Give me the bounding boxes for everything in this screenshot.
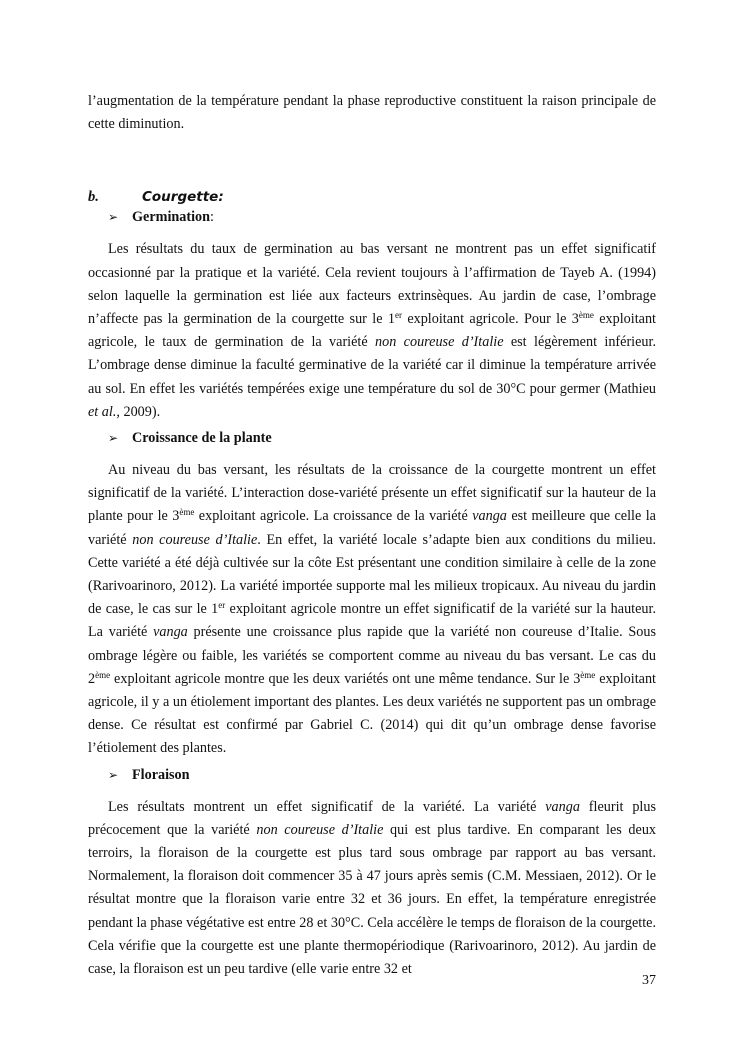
variety-name: non coureuse d’Italie	[132, 531, 258, 548]
subheading-floraison	[88, 764, 656, 787]
subheading-label: Germination	[132, 209, 211, 226]
text-run: 2009).	[119, 403, 161, 420]
superscript: er	[394, 310, 402, 321]
variety-name: non coureuse d’Italie	[256, 821, 384, 838]
variety-name: vanga	[153, 624, 188, 641]
text-run: Les résultats montrent un effet significatif de la variété. La variété	[108, 798, 546, 815]
subheading-suffix: :	[210, 209, 214, 226]
variety-name: non coureuse d’Italie	[375, 334, 504, 351]
variety-name: vanga	[545, 798, 580, 815]
subheading-croissance	[88, 427, 656, 450]
page-number: 37	[642, 973, 656, 988]
croissance-paragraph	[88, 459, 656, 761]
superscript: ème	[95, 669, 111, 680]
text-run: exploitant agricole montre un effet significatif de la variété sur la hauteur. La variété	[88, 601, 656, 641]
arrowhead-bullet-icon: ➢	[108, 210, 119, 225]
subheading-label: Floraison	[132, 766, 190, 783]
subheading-label: Croissance de la plante	[132, 430, 272, 447]
text-run: exploitant agricole, il y a un étiolement important des plantes. Les deux variétés ne supportent pas un ombrage dense. Ce résultat est confirmé par Gabriel C. (2014) qui dit qu’un ombrage dense favorise l’étiolement des plantes.	[88, 670, 656, 757]
superscript: er	[218, 600, 226, 611]
arrowhead-bullet-icon: ➢	[108, 767, 119, 782]
text-run: fleurit plus précocement que la variété	[88, 798, 656, 838]
text-run: . En effet, la variété locale s’adapte bien aux conditions du milieu. Cette variété a été déjà cultivée sur la côte Est présentant une condition similaire à celle de la zone (Rarivoarinoro, 2012). La variété importée supporte mal les milieux tropicaux. Au niveau du jardin de case, le cas sur le 1	[88, 531, 656, 618]
section-heading-courgette	[88, 188, 656, 206]
text-run: est légèrement inférieur. L’ombrage dense diminue la faculté germinative de la variété car il diminue la température arrivée au sol. En effet les variétés tempérées exige une température du sol de 30°C pour germer (Mathieu	[88, 334, 656, 397]
text-run: Au niveau du bas versant, les résultats de la croissance de la courgette montrent un effet significatif de la variété. L’interaction dose-variété présente un effet significatif sur la hauteur de la plante pour le 3	[88, 462, 656, 525]
section-title: Courgette:	[142, 189, 224, 206]
text-run: exploitant agricole, le taux de germination de la variété	[88, 311, 656, 351]
variety-name: vanga	[472, 508, 507, 525]
intro-paragraph: l’augmentation de la température pendant la phase reproductive constituent la raison principale de cette diminution.	[88, 93, 656, 133]
citation-etal: et al.,	[88, 403, 120, 420]
text-run: présente une croissance plus rapide que la variété non coureuse d’Italie. Sous ombrage légère ou faible, les variétés se comportent comme au niveau du bas versant. Le cas du 2	[88, 624, 657, 687]
text-run: est meilleure que celle la variété	[88, 508, 656, 548]
germination-paragraph	[88, 238, 656, 424]
section-letter: b.	[88, 189, 99, 206]
text-run: exploitant agricole. La croissance de la variété	[194, 508, 473, 525]
superscript: ème	[179, 507, 195, 518]
text-run: exploitant agricole. Pour le 3	[401, 311, 579, 328]
floraison-paragraph	[88, 796, 656, 982]
arrowhead-bullet-icon: ➢	[108, 431, 119, 446]
superscript: ème	[580, 669, 596, 680]
text-run: Les résultats du taux de germination au bas versant ne montrent pas un effet significatif occasionné par la pratique et la variété. Cela revient toujours à l’affirmation de Tayeb A. (1994) selon laquelle la germination est liée aux facteurs extrinsèques. Au jardin de case, l’ombrage n’affecte pas la germination de la courgette sur le 1	[88, 241, 656, 328]
text-run: qui est plus tardive. En comparant les deux terroirs, la floraison de la courgette est plus tard sous ombrage par rapport au bas versant. Normalement, la floraison doit commencer 35 à 47 jours après semis (C.M. Messiaen, 2012). Or le résultat montre que la floraison varie entre 32 et 36 jours. En effet, la température enregistrée pendant la phase végétative est entre 28 et 30°C. Cela accélère le temps de floraison de la courgette. Cela vérifie que la courgette est une plante thermopériodique (Rarivoarinoro, 2012). Au jardin de case, la floraison est un peu tardive (elle varie entre 32 et	[88, 821, 657, 978]
document-page	[88, 90, 656, 981]
text-run: exploitant agricole montre que les deux variétés ont une même tendance. Sur le 3	[110, 670, 581, 687]
superscript: ème	[578, 310, 594, 321]
subheading-germination	[88, 206, 656, 229]
